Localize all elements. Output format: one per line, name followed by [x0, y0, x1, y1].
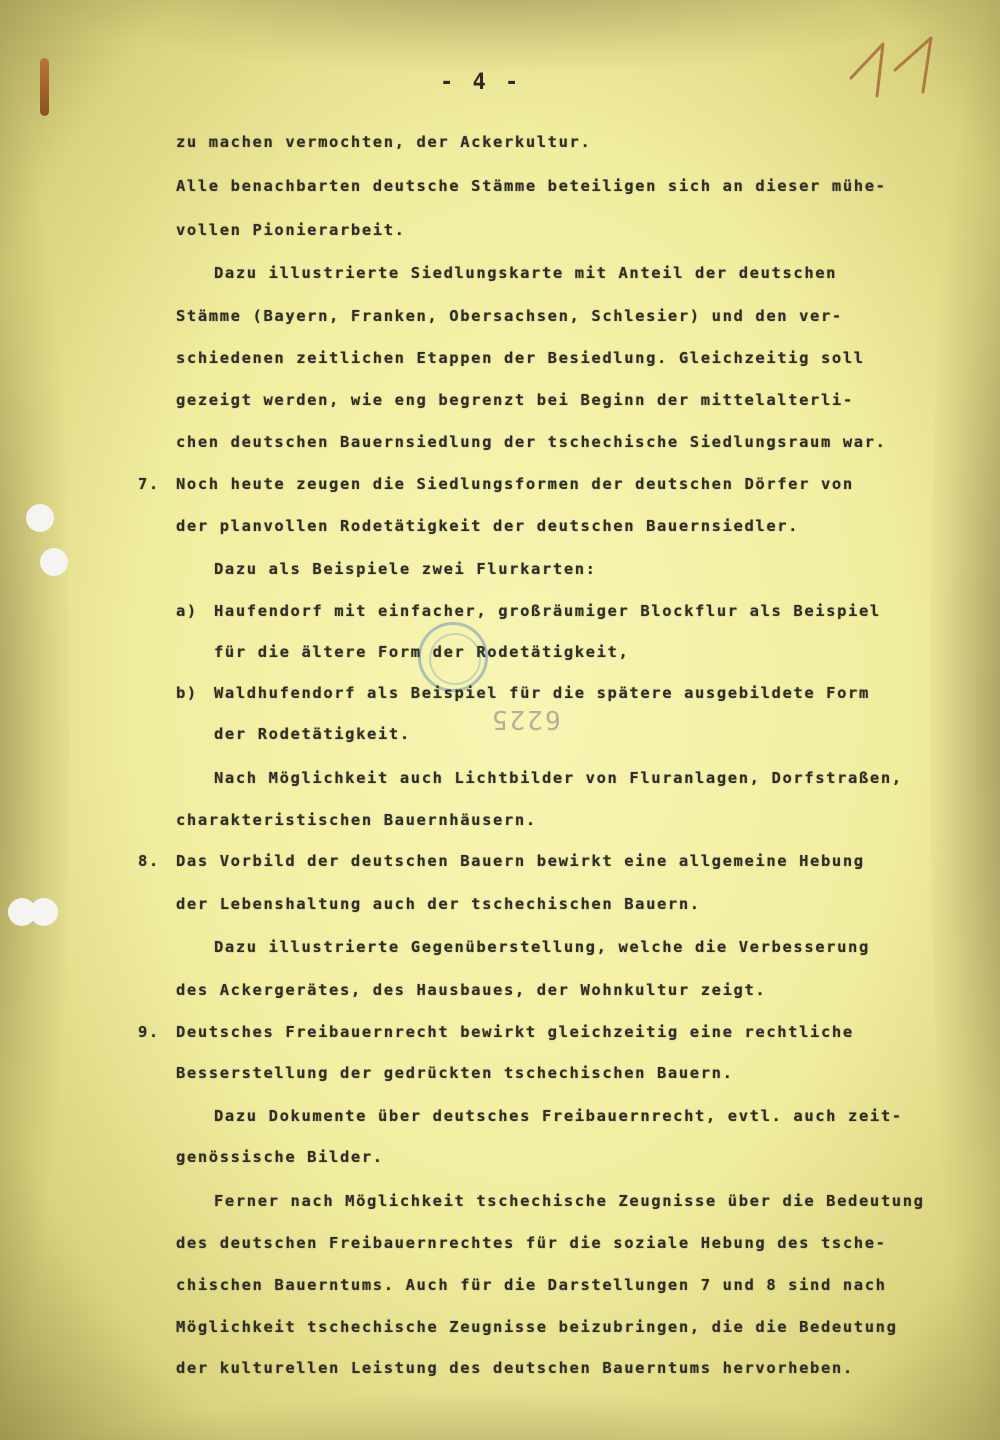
text-line: charakteristischen Bauernhäusern. — [176, 811, 537, 829]
text-line: vollen Pionierarbeit. — [176, 221, 406, 239]
text-line: genössische Bilder. — [176, 1148, 384, 1166]
item-number-8: 8. — [138, 852, 160, 870]
punch-hole-2 — [40, 548, 68, 576]
text-line: Dazu illustrierte Gegenüberstellung, welche die Verbesserung — [214, 938, 870, 956]
text-line: der planvollen Rodetätigkeit der deutschen Bauernsiedler. — [176, 517, 800, 535]
rust-mark — [40, 58, 49, 116]
text-line: gezeigt werden, wie eng begrenzt bei Beginn der mittelalterli- — [176, 391, 854, 409]
page-number: - 4 - — [440, 70, 522, 95]
text-line: Stämme (Bayern, Franken, Obersachsen, Schlesier) und den ver- — [176, 307, 843, 325]
text-line: Waldhufendorf als Beispiel für die spätere ausgebildete Form — [214, 684, 870, 702]
text-line: Ferner nach Möglichkeit tschechische Zeugnisse über die Bedeutung — [214, 1192, 925, 1210]
punch-hole-1 — [26, 504, 54, 532]
text-line: des Ackergerätes, des Hausbaues, der Wohnkultur zeigt. — [176, 981, 767, 999]
item-number-9: 9. — [138, 1023, 160, 1041]
text-line: der Rodetätigkeit. — [214, 725, 411, 743]
text-line: Noch heute zeugen die Siedlungsformen der deutschen Dörfer von — [176, 475, 854, 493]
text-line: zu machen vermochten, der Ackerkultur. — [176, 133, 592, 151]
text-line: Dazu illustrierte Siedlungskarte mit Anteil der deutschen — [214, 264, 838, 282]
age-stain-bottom — [0, 1390, 1000, 1440]
text-line: Dazu Dokumente über deutsches Freibauernrecht, evtl. auch zeit- — [214, 1107, 903, 1125]
age-stain-left — [0, 40, 70, 1420]
text-line: des deutschen Freibauernrechtes für die soziale Hebung des tsche- — [176, 1234, 887, 1252]
text-line: chen deutschen Bauernsiedlung der tschechische Siedlungsraum war. — [176, 433, 887, 451]
text-line: Besserstellung der gedrückten tschechischen Bauern. — [176, 1064, 734, 1082]
item-marker-b: b) — [176, 684, 198, 702]
text-line: Möglichkeit tschechische Zeugnisse beizubringen, die die Bedeutung — [176, 1318, 898, 1336]
text-line: für die ältere Form der Rodetätigkeit, — [214, 643, 630, 661]
text-line: Nach Möglichkeit auch Lichtbilder von Fluranlagen, Dorfstraßen, — [214, 769, 903, 787]
handwritten-page-number — [845, 30, 955, 100]
item-number-7: 7. — [138, 475, 160, 493]
text-line: der Lebenshaltung auch der tschechischen Bauern. — [176, 895, 701, 913]
text-line: der kulturellen Leistung des deutschen Bauerntums hervorheben. — [176, 1359, 854, 1377]
text-line: Alle benachbarten deutsche Stämme beteiligen sich an dieser mühe- — [176, 177, 887, 195]
age-stain-right — [930, 0, 1000, 1440]
text-line: Das Vorbild der deutschen Bauern bewirkt eine allgemeine Hebung — [176, 852, 865, 870]
text-line: Haufendorf mit einfacher, großräumiger Blockflur als Beispiel — [214, 602, 881, 620]
stamp-number: 6225 — [490, 704, 561, 734]
text-line: Dazu als Beispiele zwei Flurkarten: — [214, 560, 597, 578]
text-line: Deutsches Freibauernrecht bewirkt gleichzeitig eine rechtliche — [176, 1023, 854, 1041]
text-line: schiedenen zeitlichen Etappen der Besiedlung. Gleichzeitig soll — [176, 349, 865, 367]
text-line: chischen Bauerntums. Auch für die Darstellungen 7 und 8 sind nach — [176, 1276, 887, 1294]
item-marker-a: a) — [176, 602, 198, 620]
punch-hole-4 — [30, 898, 58, 926]
